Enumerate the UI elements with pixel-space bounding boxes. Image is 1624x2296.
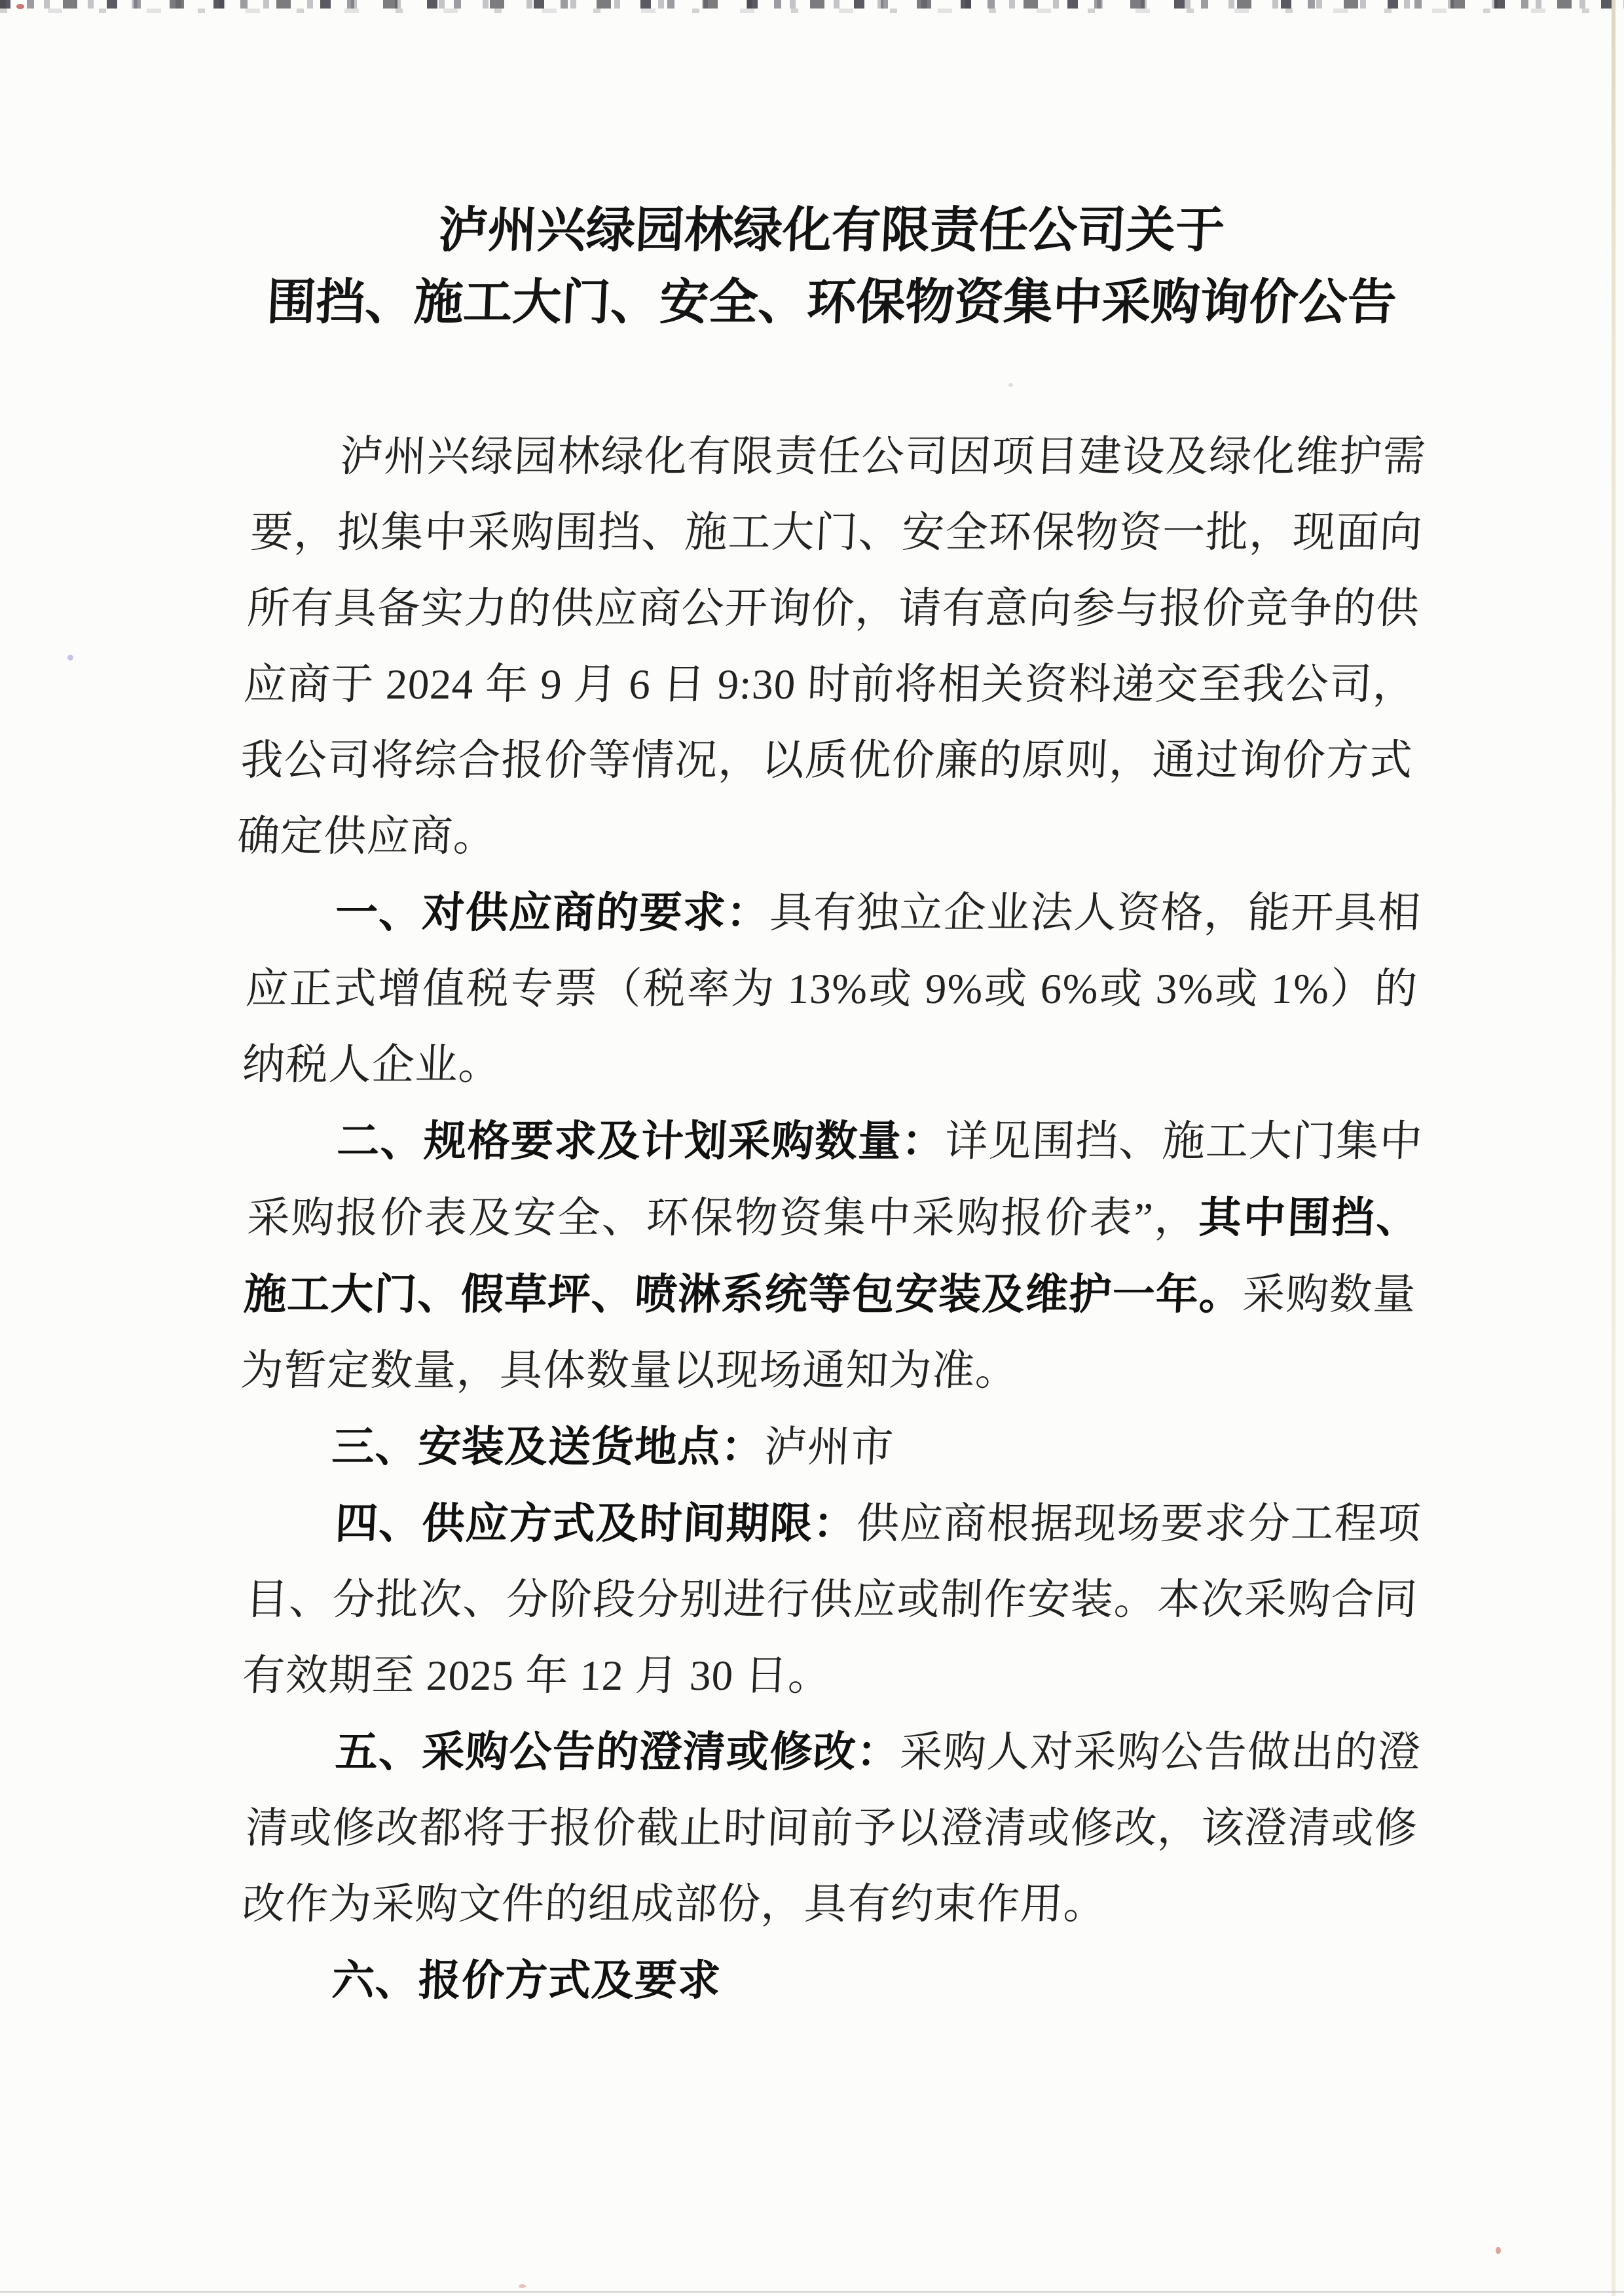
document-content — [236, 195, 1428, 2019]
section-heading: 五、采购公告的澄清或修改： — [334, 1728, 902, 1776]
paragraph-section-6 — [244, 1942, 1419, 2019]
section-heading: 三、安装及送货地点： — [331, 1423, 766, 1470]
scan-noise-top — [0, 9, 1624, 13]
scan-speck — [1496, 2247, 1501, 2254]
section-heading: 四、供应方式及时间期限： — [334, 1499, 858, 1547]
document-body — [236, 419, 1428, 2019]
section-heading: 六、报价方式及要求 — [331, 1956, 722, 2004]
scan-speck — [67, 655, 73, 661]
paragraph-section-3 — [244, 1409, 1419, 1485]
section-heading: 二、规格要求及计划采购数量： — [336, 1117, 946, 1165]
section-heading: 一、对供应商的要求： — [334, 888, 771, 936]
paragraph-text: 采购数量为暂定数量，具体数量以现场通知为准。 — [239, 1271, 1417, 1394]
document-title-line2: 围挡、施工大门、安全、环保物资集中采购询价公告 — [265, 276, 1398, 330]
paragraph-text-emphasis: 其中围挡、施工大门、假草坪、喷淋系统等包安装及维护一年。 — [242, 1194, 1421, 1318]
paragraph-text: 泸州兴绿园林绿化有限责任公司因项目建设及绿化维护需要，拟集中采购围挡、施工大门、安全环保物资一批，现面向所有具备实力的供应商公开询价，请有意向参与报价竞争的供应商于 2024 年 9 月 6 日 9:30 时前将相关资料递交至我公司，我公司将综合报价等情况，以质优价廉的原则，通过询价方式确定供应商。 — [236, 433, 1428, 860]
paragraph-text: 采购人对采购公告做出的澄清或修改都将于报价截止时间前予以澄清或修改，该澄清或修改作为采购文件的组成部份，具有约束作用。 — [241, 1729, 1422, 1928]
scan-speck — [16, 4, 24, 9]
document-title-line1: 泸州兴绿园林绿化有限责任公司关于 — [437, 204, 1226, 258]
paragraph-text: 具有独立企业法人资格，能开具相应正式增值税专票（税率为 13%或 9%或 6%或 3%或 1%）的纳税人企业。 — [241, 890, 1422, 1089]
scan-edge-bottom — [0, 2291, 1624, 2293]
paragraph-intro — [236, 419, 1428, 875]
paragraph-section-4 — [240, 1485, 1422, 1714]
scan-noise-top — [0, 0, 1624, 9]
paragraph-text: 详见围挡、施工大门集中采购报价表及安全、环保物资集中采购报价表”， — [246, 1118, 1424, 1242]
paragraph-section-1 — [240, 875, 1422, 1103]
paragraph-section-2 — [239, 1103, 1424, 1409]
scan-edge-right — [1612, 0, 1615, 2296]
paragraph-text: 供应商根据现场要求分工程项目、分批次、分阶段分别进行供应或制作安装。本次采购合同有效期至 2025 年 12 月 30 日。 — [241, 1501, 1422, 1700]
paragraph-section-5 — [240, 1714, 1422, 1942]
scan-speck — [519, 2284, 526, 2288]
document-title — [246, 195, 1418, 339]
paragraph-text: 泸州市 — [763, 1424, 895, 1471]
